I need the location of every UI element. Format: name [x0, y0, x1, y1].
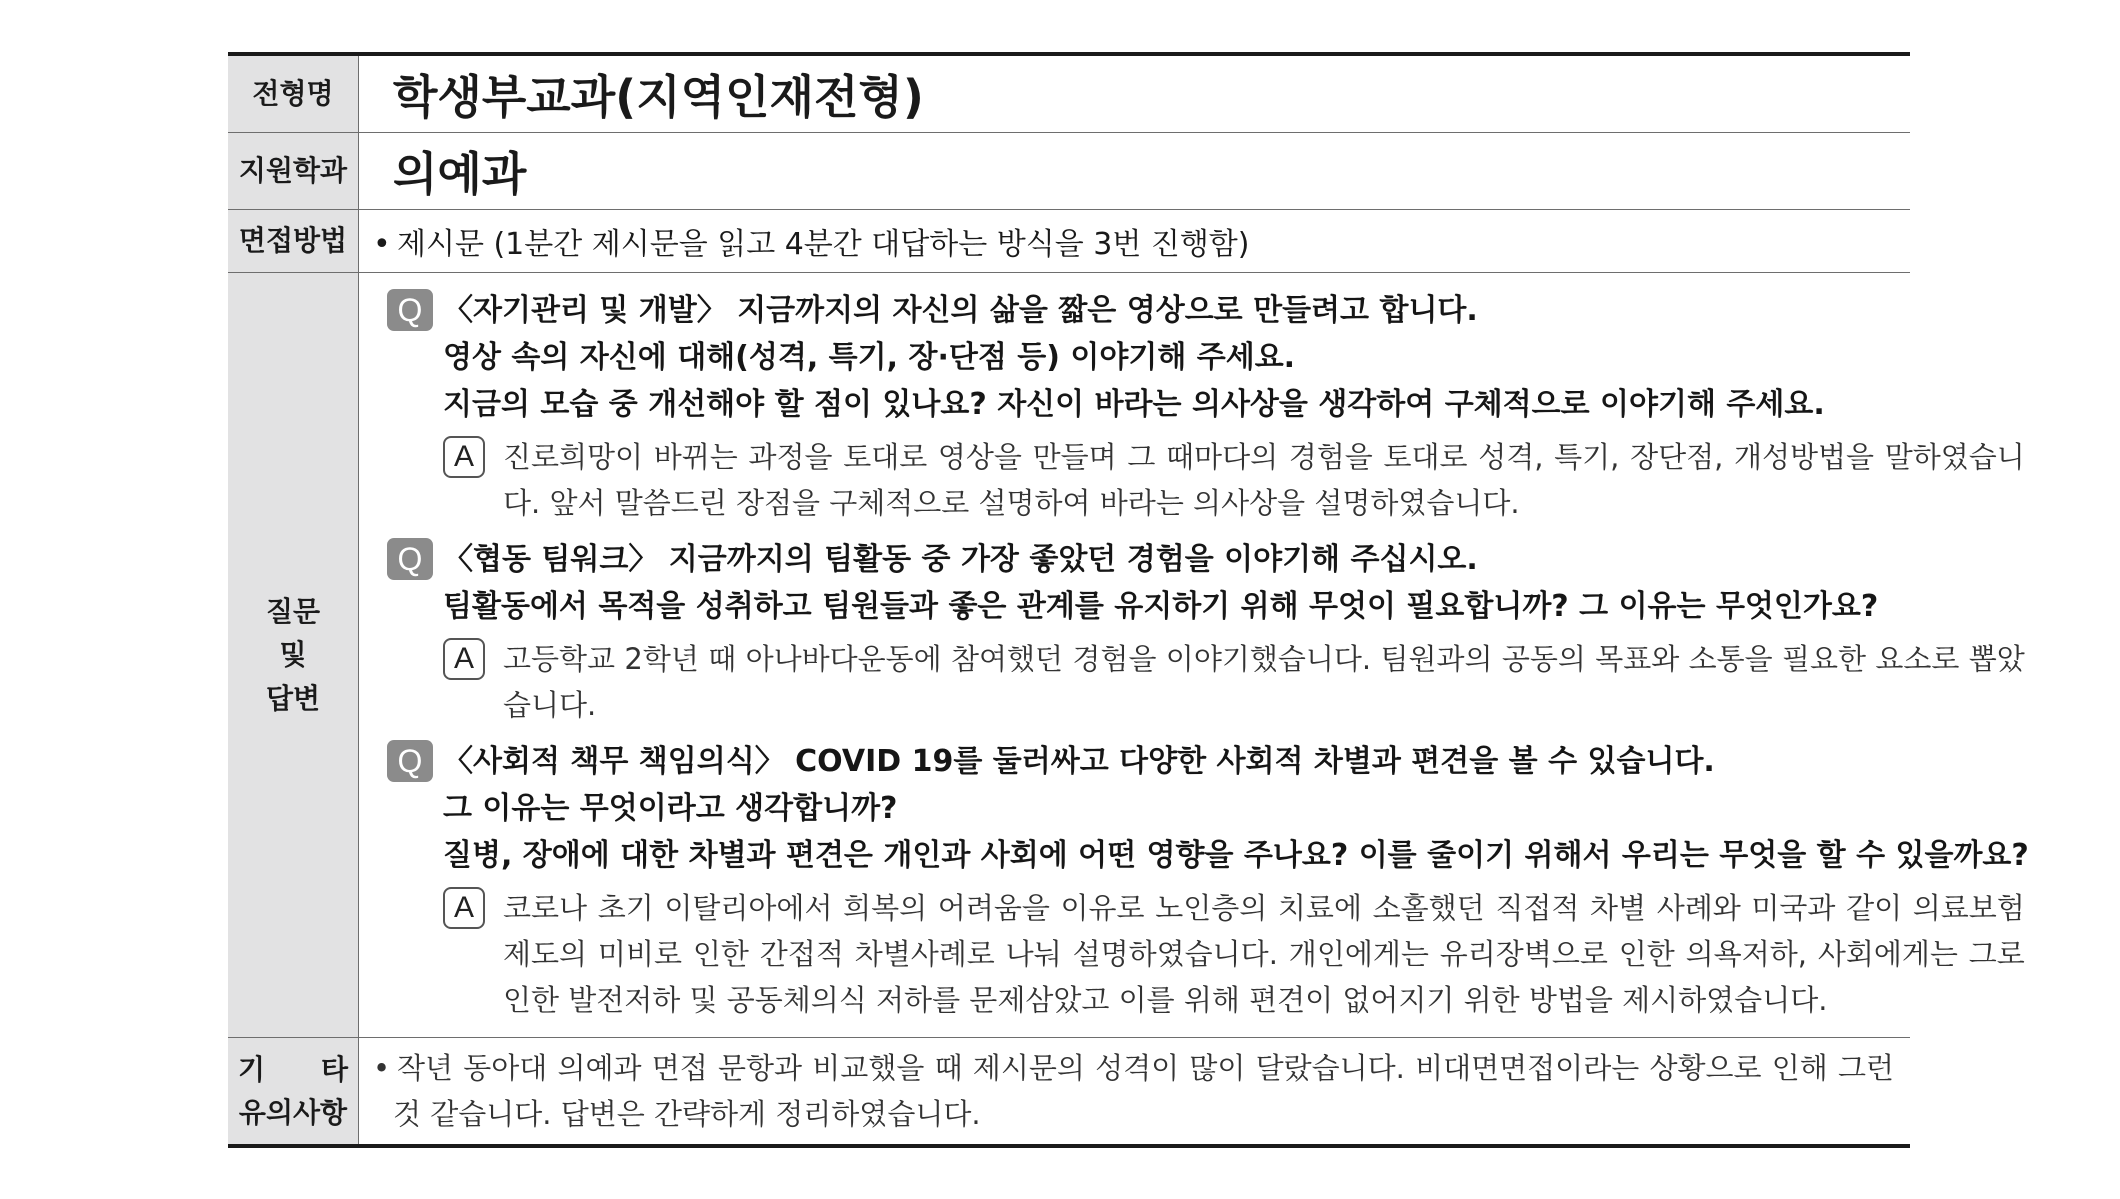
- other-notes-value: 작년 동아대 의예과 면접 문항과 비교했을 때 제시문의 성격이 많이 달랐습니다. 비대면면접이라는 상황으로 인해 그런 것 같습니다. 답변은 간략하게 정리하였습니다.: [393, 1051, 1894, 1131]
- qa-item: [375, 738, 2029, 1023]
- question-line: 〈사회적 책무 책임의식〉 COVID 19를 둘러싸고 다양한 사회적 차별과 편견을 볼 수 있습니다.: [443, 744, 1715, 779]
- answer-text: 코로나 초기 이탈리아에서 희복의 어려움을 이유로 노인층의 치료에 소홀했던 직접적 차별 사례와 미국과 같이 의료보험제도의 미비로 인한 간접적 차별사례로 나눠 설명하였습니다. 개인에게는 유리장벽으로 인한 의욕저하, 사회에게는 그로 인한 발전저하 및 공동체의식 저하를 문제삼았고 이를 위해 편견이 없어지기 위한 방법을 제시하였습니다.: [503, 891, 2025, 1017]
- row-department: [228, 133, 1910, 210]
- admission-type-cell: [359, 56, 1910, 132]
- answer-text: 진로희망이 바뀌는 과정을 토대로 영상을 만들며 그 때마다의 경험을 토대로 성격, 특기, 장단점, 개성방법을 말하였습니다. 앞서 말씀드린 장점을 구체적으로 설명하여 바라는 의사상을 설명하였습니다.: [503, 440, 2025, 520]
- other-notes-label: [228, 1038, 359, 1144]
- department-label: 지원학과: [228, 133, 359, 209]
- answer-badge-icon: A: [443, 638, 485, 680]
- row-questions-answers: [228, 273, 2029, 1038]
- department-cell: [359, 133, 1910, 209]
- interview-method-cell: [359, 210, 1910, 272]
- other-notes-label-line: 유의사항: [238, 1096, 348, 1129]
- qa-label: [228, 273, 359, 1037]
- bullet-mark: •: [373, 227, 391, 262]
- question-badge-icon: Q: [387, 538, 433, 580]
- qa-item: [375, 536, 2029, 728]
- qa-cell: [359, 273, 2045, 1037]
- question-line: 그 이유는 무엇이라고 생각합니까?: [443, 791, 898, 826]
- interview-info-table: [228, 52, 2029, 1148]
- row-admission-type: [228, 56, 1910, 133]
- row-other-notes: [228, 1038, 1910, 1144]
- question-badge-icon: Q: [387, 289, 433, 331]
- interview-method-label: 면접방법: [228, 210, 359, 272]
- other-notes-text: [373, 1045, 1894, 1137]
- bullet-mark: •: [373, 1051, 391, 1085]
- qa-label-line: 답변: [265, 681, 321, 715]
- other-notes-cell: [359, 1038, 1910, 1144]
- row-interview-method: [228, 210, 1910, 273]
- qa-label-line: 및: [279, 638, 307, 672]
- answer-block: [443, 636, 2029, 728]
- question-line: 질병, 장애에 대한 차별과 편견은 개인과 사회에 어떤 영향을 주나요? 이를 줄이기 위해서 우리는 무엇을 할 수 있을까요?: [443, 838, 2029, 873]
- interview-method-value: 제시문 (1분간 제시문을 읽고 4분간 대답하는 방식을 3번 진행함): [397, 227, 1250, 262]
- question-line: 팀활동에서 목적을 성취하고 팀원들과 좋은 관계를 유지하기 위해 무엇이 필요합니까? 그 이유는 무엇인가요?: [443, 589, 1879, 624]
- question-line: 〈자기관리 및 개발〉 지금까지의 자신의 삶을 짧은 영상으로 만들려고 합니다.: [443, 293, 1478, 328]
- question-line: 지금의 모습 중 개선해야 할 점이 있나요? 자신이 바라는 의사상을 생각하여 구체적으로 이야기해 주세요.: [443, 387, 1825, 422]
- other-notes-label-line: 기 타: [237, 1052, 349, 1086]
- admission-type-value: 학생부교과(지역인재전형): [393, 70, 924, 124]
- qa-label-line: 질문: [265, 594, 321, 628]
- qa-item: [375, 287, 2029, 526]
- interview-method-text: [373, 219, 1250, 263]
- question-line: 영상 속의 자신에 대해(성격, 특기, 장·단점 등) 이야기해 주세요.: [443, 340, 1296, 375]
- department-value: 의예과: [393, 147, 527, 201]
- answer-badge-icon: A: [443, 887, 485, 929]
- answer-badge-icon: A: [443, 436, 485, 478]
- question-badge-icon: Q: [387, 740, 433, 782]
- answer-block: [443, 885, 2029, 1023]
- answer-block: [443, 434, 2029, 526]
- answer-text: 고등학교 2학년 때 아나바다운동에 참여했던 경험을 이야기했습니다. 팀원과의 공동의 목표와 소통을 필요한 요소로 뽑았습니다.: [503, 642, 2025, 722]
- question-line: 〈협동 팀워크〉 지금까지의 팀활동 중 가장 좋았던 경험을 이야기해 주십시오.: [443, 542, 1478, 577]
- admission-type-label: 전형명: [228, 56, 359, 132]
